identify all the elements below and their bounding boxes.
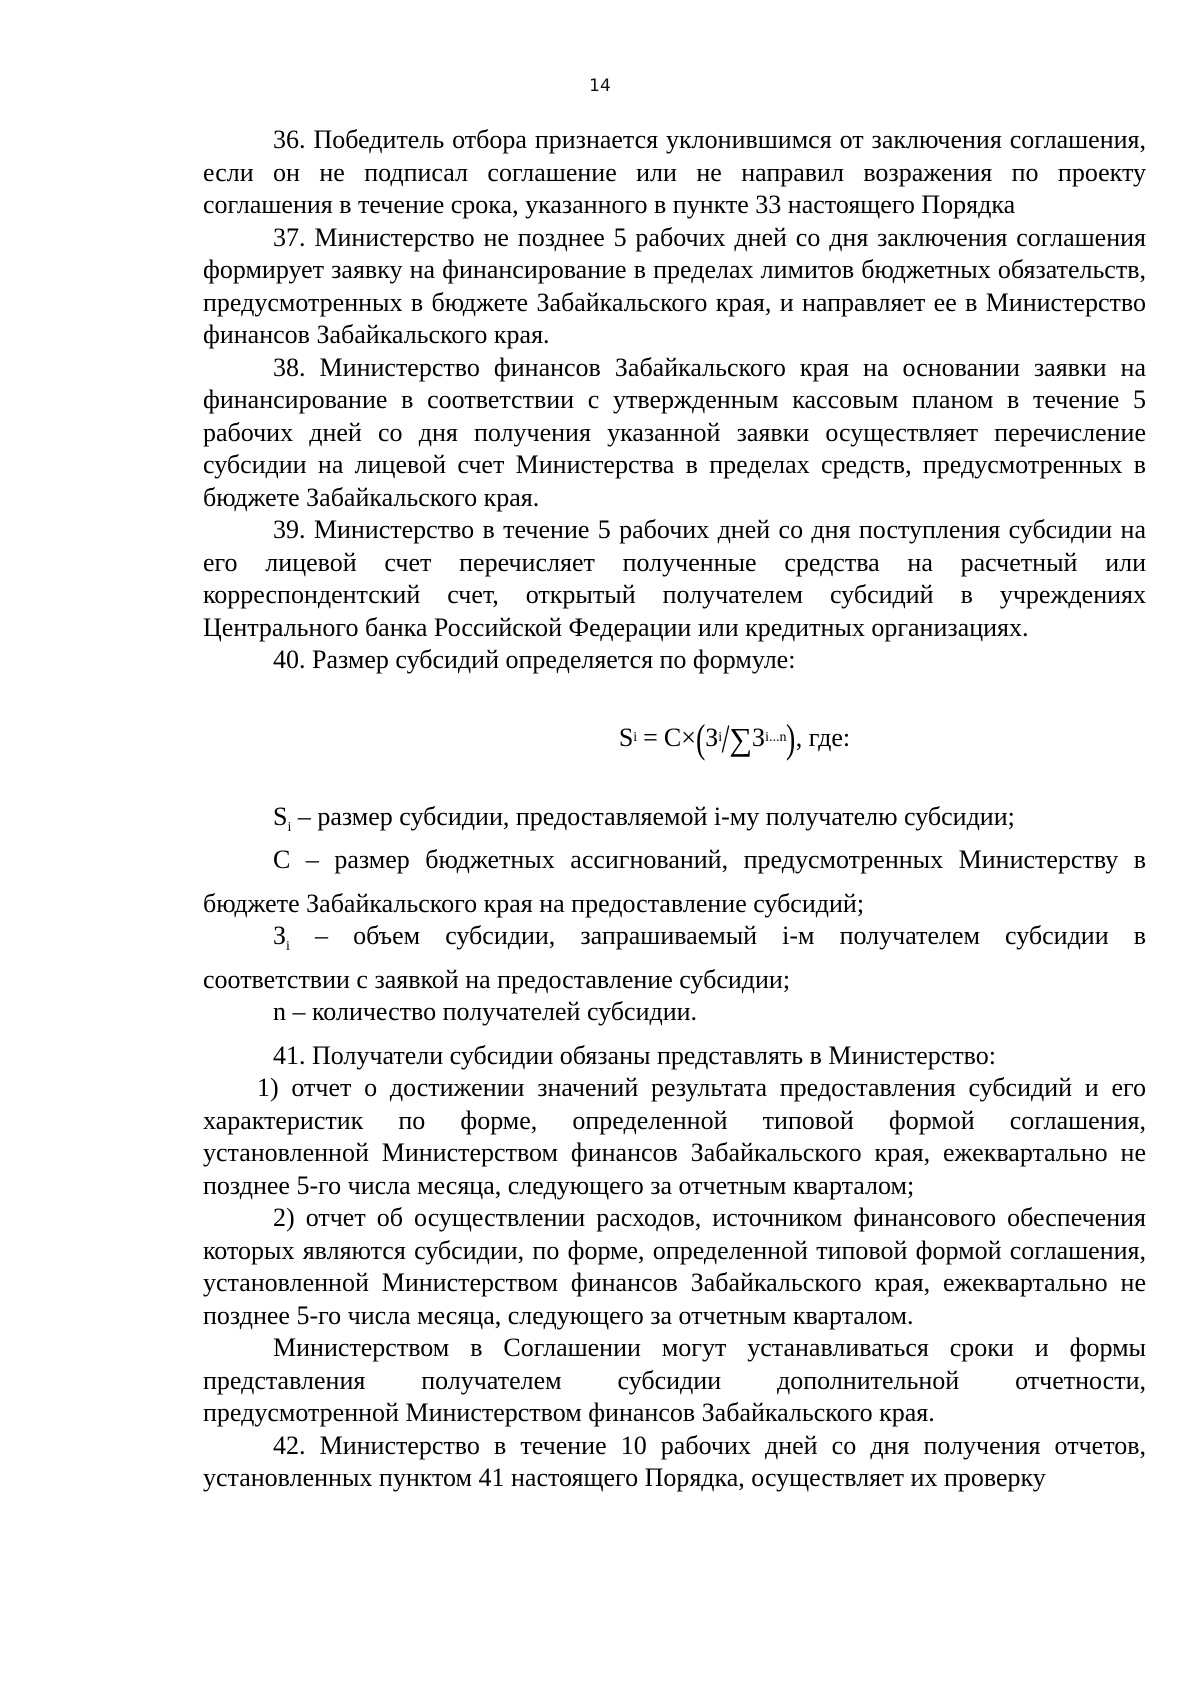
formula-times: ×: [681, 723, 696, 753]
paragraph-41-item-2: 2) отчет об осуществлении расходов, источником финансового обеспечения которых являются субсидии, по форме, определенной типовой формой соглашения, установленной Министерством финансов Забайкальского края, ежеквартально не позднее 5-го числа месяца, следующего за отчетным кварталом.: [203, 1203, 1146, 1330]
formula-z2: З: [752, 723, 766, 753]
definition-n: n – количество получателей субсидии.: [273, 997, 698, 1026]
formula-lhs-sub: i: [633, 730, 638, 746]
document-body: [203, 124, 1146, 1495]
page-number: 14: [589, 76, 611, 96]
formula-z: З: [705, 723, 719, 753]
paragraph-38: 38. Министерство финансов Забайкальского края на основании заявки на финансирование в соответствии с утвержденным кассовым планом в течение 5 рабочих дней со дня получения указанной заявки осуществляет перечисление субсидии на лицевой счет Министерства в пределах средств, предусмотренных в бюджете Забайкальского края.: [203, 352, 1146, 512]
paragraph-42: 42. Министерство в течение 10 рабочих дней со дня получения отчетов, установленных пунктом 41 настоящего Порядка, осуществляет их проверку: [203, 1430, 1146, 1492]
definition-s: $S_i$ – размер субсидии, предоставляемой i-му получателю субсидии;: [273, 801, 1015, 835]
definition-z: $З_i$ – объем субсидии, запрашиваемый i-м получателем субсидии в соответствии с заявкой на предоставление субсидии;: [203, 921, 1146, 994]
subsidy-formula: [203, 677, 1146, 801]
paragraph-41-item-1: 1) отчет о достижении значений результата предоставления субсидий и его характеристик по форме, определенной типовой формой соглашения, установленной Министерством финансов Забайкальского края, ежеквартально не позднее 5-го числа месяца, следующего за отчетным кварталом;: [203, 1073, 1146, 1200]
formula-suffix: , где:: [795, 723, 851, 753]
paragraph-40: 40. Размер субсидий определяется по формуле:: [273, 645, 796, 674]
formula-paren-open: (: [695, 715, 706, 761]
formula-z-sub: i: [718, 730, 723, 746]
paragraph-37: 37. Министерство не позднее 5 рабочих дней со дня заключения соглашения формирует заявку на финансирование в пределах лимитов бюджетных обязательств, предусмотренных в бюджете Забайкальского края, и направляет ее в Министерство финансов Забайкальского края.: [203, 222, 1146, 349]
formula-lhs: S: [618, 723, 634, 753]
formula-z2-sub: i...n: [765, 730, 787, 746]
paragraph-36: 36. Победитель отбора признается уклонившимся от заключения соглашения, если он не подписал соглашение или не направил возражения по проекту соглашения в течение срока, указанного в пункте 33 настоящего Порядка: [203, 125, 1146, 219]
formula-slash: /: [721, 715, 730, 761]
formula-equals: =: [643, 723, 658, 753]
formula-paren-close: ): [786, 715, 796, 761]
paragraph-39: 39. Министерство в течение 5 рабочих дней со дня поступления субсидии на его лицевой счет перечисляет полученные средства на расчетный или корреспондентский счет, открытый получателем субсидий в учреждениях Центрального банка Российской Федерации или кредитных организациях.: [203, 515, 1146, 642]
paragraph-41-extra: Министерством в Соглашении могут устанавливаться сроки и формы представления получателем субсидии дополнительной отчетности, предусмотренной Министерством финансов Забайкальского края.: [203, 1333, 1146, 1427]
paragraph-41: 41. Получатели субсидии обязаны представлять в Министерство:: [273, 1040, 996, 1070]
formula-sigma: ∑: [729, 720, 753, 757]
definition-c: C – размер бюджетных ассигнований, предусмотренных Министерству в бюджете Забайкальского края на предоставление субсидий;: [203, 845, 1146, 918]
formula-c: C: [663, 723, 682, 753]
